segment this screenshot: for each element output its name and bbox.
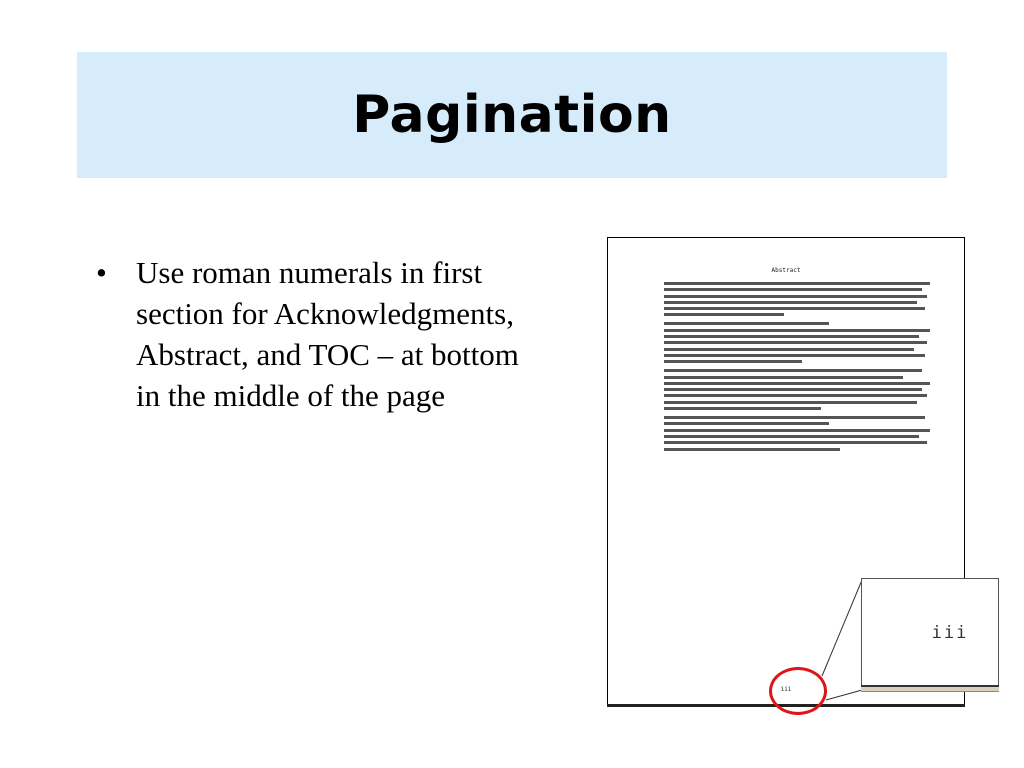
slide-title: Pagination <box>352 85 672 145</box>
zoomed-page-number-box <box>861 578 999 692</box>
connector-line-bottom <box>826 690 862 700</box>
zoom-box-bottom-edge <box>861 685 999 692</box>
bullet-text: Use roman numerals in first section for Acknowledgments, Abstract, and TOC – at bottom in the middle of the page <box>136 255 519 413</box>
document-heading: Abstract <box>771 267 801 274</box>
bullet-marker: • <box>96 255 107 290</box>
connector-line-top <box>822 580 862 676</box>
document-page-number: iii <box>780 686 792 693</box>
zoomed-page-number: iii <box>931 623 969 643</box>
callout-highlight-circle <box>769 667 827 715</box>
